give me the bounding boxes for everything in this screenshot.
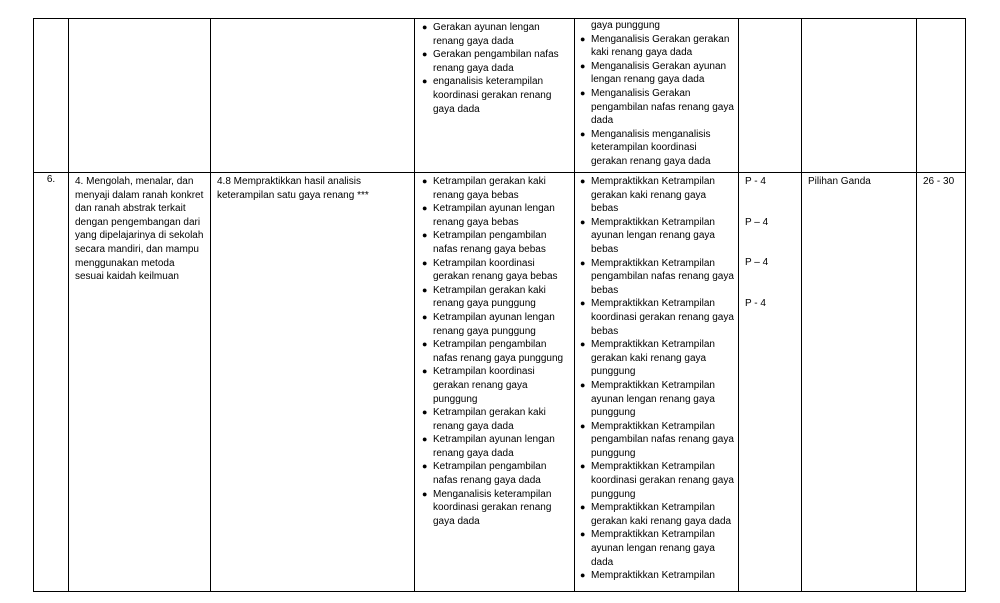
bullet-icon: ● bbox=[580, 176, 586, 186]
list-item: ● Ketrampilan gerakan kaki renang gaya punggung bbox=[422, 284, 546, 310]
bullet-icon: ● bbox=[580, 60, 586, 71]
list-item: ● Ketrampilan koordinasi gerakan renang gaya bebas bbox=[422, 257, 558, 283]
list-item: ● Mempraktikkan Ketrampilan koordinasi gerakan renang gaya bebas bbox=[580, 298, 734, 337]
material-cell bbox=[415, 173, 575, 592]
list-item: ● Menganalisis menganalisis keterampilan koordinasi gerakan renang gaya dada bbox=[580, 128, 711, 167]
list-item: ● Menganalisis Gerakan ayunan lengan renang gaya dada bbox=[580, 60, 727, 86]
bullet-icon: ● bbox=[422, 461, 428, 472]
list-item: ● Ketrampilan ayunan lengan renang gaya punggung bbox=[422, 311, 555, 337]
list-item: ● Ketrampilan gerakan kaki renang gaya dada bbox=[422, 407, 546, 432]
level-cell-top bbox=[739, 19, 802, 173]
basic-competence-text: 4.8 Mempraktikkan hasil analisis keterampilan satu gaya renang *** bbox=[217, 176, 369, 201]
bullet-icon: ● bbox=[422, 434, 428, 445]
bullet-icon: ● bbox=[580, 502, 586, 513]
bullet-icon: ● bbox=[422, 339, 428, 350]
indicator-list-top bbox=[579, 33, 734, 169]
number-cell-top bbox=[34, 19, 69, 173]
level-cell bbox=[739, 173, 802, 592]
indicator-cell-top bbox=[575, 19, 739, 173]
bullet-icon: ● bbox=[422, 407, 428, 418]
level-value: P – 4 bbox=[745, 257, 769, 269]
row-number: 6. bbox=[34, 173, 69, 592]
question-number-cell-top bbox=[917, 19, 966, 173]
list-item: ● enganalisis keterampilan koordinasi gerakan renang gaya dada bbox=[422, 76, 552, 115]
core-competence-text: 4. Mengolah, menalar, dan menyaji dalam ranah konkret dan ranah abstrak terkait dengan pengembangan dari yang dipelajarinya di sekolah secara mandiri, dan mampu menggunakan metoda sesuai kaidah keilmuan bbox=[75, 176, 204, 283]
list-item: ● Ketrampilan pengambilan nafas renang gaya dada bbox=[422, 461, 547, 487]
list-item: ● Menganalisis keterampilan koordinasi gerakan renang gaya dada bbox=[422, 488, 552, 527]
bullet-icon: ● bbox=[422, 203, 428, 214]
bullet-icon: ● bbox=[422, 488, 428, 499]
question-number-cell bbox=[917, 173, 966, 592]
list-item: ● Mempraktikkan Ketrampilan pengambilan nafas renang gaya bebas bbox=[580, 257, 734, 296]
indicator-continuation: gaya punggung bbox=[591, 20, 660, 31]
bullet-icon: ● bbox=[422, 230, 428, 241]
list-item: ● Ketrampilan ayunan lengan renang gaya dada bbox=[422, 434, 555, 459]
indicator-cell bbox=[575, 173, 739, 592]
list-item: ● Ketrampilan pengambilan nafas renang gaya bebas bbox=[422, 230, 547, 255]
grid-table bbox=[33, 18, 966, 592]
question-type-cell-top bbox=[802, 19, 917, 173]
table-row-main bbox=[34, 173, 966, 592]
bullet-icon: ● bbox=[580, 339, 586, 350]
bullet-icon: ● bbox=[422, 366, 428, 377]
list-item: ● Gerakan pengambilan nafas renang gaya dada bbox=[422, 49, 559, 74]
bullet-icon: ● bbox=[422, 311, 428, 322]
bullet-icon: ● bbox=[580, 216, 586, 227]
list-item: ● Mempraktikkan Ketrampilan gerakan kaki renang gaya bebas bbox=[580, 176, 715, 215]
question-numbers: 26 - 30 bbox=[923, 176, 955, 187]
bullet-icon: ● bbox=[580, 379, 586, 390]
core-competence-cell bbox=[69, 173, 211, 592]
level-value: P - 4 bbox=[745, 176, 766, 187]
bullet-icon: ● bbox=[580, 128, 586, 139]
list-item: ● Mempraktikkan Ketrampilan bbox=[580, 570, 715, 582]
material-cell-top bbox=[415, 19, 575, 173]
bullet-icon: ● bbox=[422, 22, 428, 32]
list-item: ● Mempraktikkan Ketrampilan gerakan kaki renang gaya punggung bbox=[580, 339, 715, 378]
list-item: ● Mempraktikkan Ketrampilan koordinasi gerakan renang gaya punggung bbox=[580, 461, 734, 500]
core-competence-cell-top bbox=[69, 19, 211, 173]
list-item: ● Mempraktikkan Ketrampilan pengambilan nafas renang gaya punggung bbox=[580, 420, 734, 459]
bullet-icon: ● bbox=[422, 176, 428, 186]
bullet-icon: ● bbox=[422, 284, 428, 295]
material-list-top bbox=[421, 21, 570, 116]
bullet-icon: ● bbox=[580, 420, 586, 431]
bullet-icon: ● bbox=[580, 87, 586, 98]
list-item: ● Menganalisis Gerakan gerakan kaki renang gaya dada bbox=[580, 33, 730, 59]
list-item: ● Mempraktikkan Ketrampilan ayunan lengan renang gaya punggung bbox=[580, 379, 715, 419]
list-item: ● Mempraktikkan Ketrampilan ayunan lengan renang gaya bebas bbox=[580, 216, 715, 255]
list-item: ● Ketrampilan gerakan kaki renang gaya bebas bbox=[422, 176, 546, 201]
level-value: P – 4 bbox=[745, 216, 769, 228]
question-type: Pilihan Ganda bbox=[808, 176, 871, 187]
material-list bbox=[421, 175, 570, 528]
bullet-icon: ● bbox=[422, 76, 428, 87]
bullet-icon: ● bbox=[422, 49, 428, 60]
list-item: ● Mempraktikkan Ketrampilan gerakan kaki renang gaya dada bbox=[580, 502, 732, 527]
table-row-top bbox=[34, 19, 966, 173]
bullet-icon: ● bbox=[580, 33, 586, 44]
bullet-icon: ● bbox=[422, 257, 428, 268]
question-type-cell bbox=[802, 173, 917, 592]
bullet-icon: ● bbox=[580, 298, 586, 309]
basic-competence-cell bbox=[211, 173, 415, 592]
bullet-icon: ● bbox=[580, 529, 586, 540]
list-item: ● Ketrampilan koordinasi gerakan renang gaya punggung bbox=[422, 366, 535, 405]
bullet-icon: ● bbox=[580, 461, 586, 472]
indicator-list bbox=[579, 175, 734, 583]
bullet-icon: ● bbox=[580, 570, 586, 581]
bullet-icon: ● bbox=[580, 257, 586, 268]
list-item: ● Mempraktikkan Ketrampilan ayunan lengan renang gaya dada bbox=[580, 529, 715, 568]
list-item: ● Ketrampilan pengambilan nafas renang gaya punggung bbox=[422, 339, 564, 364]
level-value: P - 4 bbox=[745, 297, 766, 309]
basic-competence-cell-top bbox=[211, 19, 415, 173]
list-item: ● Ketrampilan ayunan lengan renang gaya bebas bbox=[422, 203, 555, 228]
list-item: ● Menganalisis Gerakan pengambilan nafas renang gaya dada bbox=[580, 87, 734, 127]
list-item: ● Gerakan ayunan lengan renang gaya dada bbox=[422, 22, 540, 47]
